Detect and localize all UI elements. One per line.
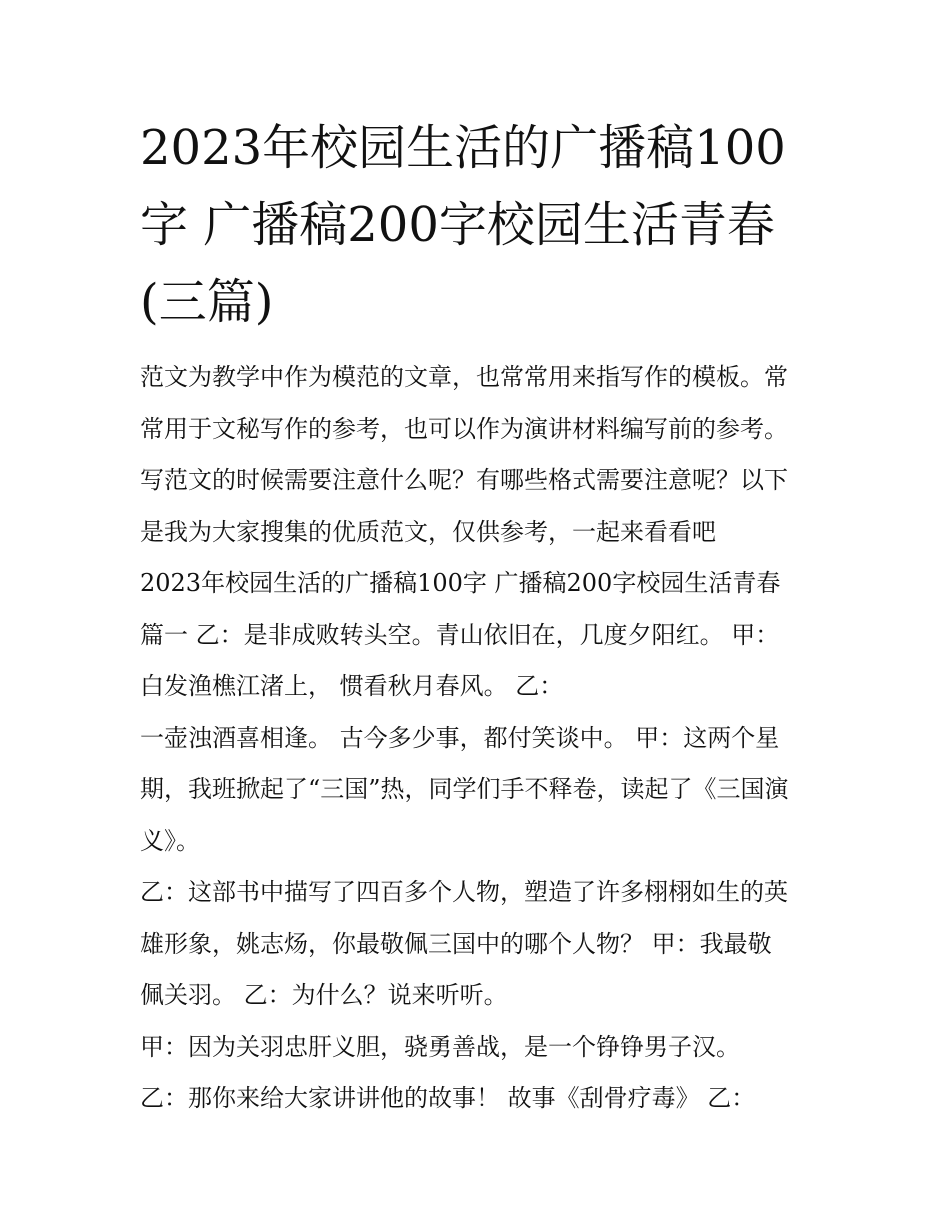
body-line: 篇一 乙：是非成败转头空。青山依旧在，几度夕阳红。 甲： xyxy=(140,620,780,649)
body-line: 期，我班掀起了“三国”热，同学们手不释卷，读起了《三国演 xyxy=(140,775,789,803)
body-line: 一壶浊酒喜相逢。 古今多少事，都付笑谈中。 甲：这两个星 xyxy=(140,723,780,752)
title-line: (三篇) xyxy=(140,274,274,330)
title-line: 2023年校园生活的广播稿100 xyxy=(140,120,786,176)
body-line: 甲：因为关羽忠肝义胆，骁勇善战，是一个铮铮男子汉。 xyxy=(140,1032,740,1061)
body-line: 白发渔樵江渚上， 惯看秋月春风。 乙： xyxy=(140,672,564,700)
body-line: 乙：那你来给大家讲讲他的故事！ 故事《刮骨疗毒》 乙： xyxy=(140,1084,756,1112)
body-line: 佩关羽。 乙：为什么？说来听听。 xyxy=(140,981,508,1009)
body-line: 雄形象，姚志炀，你最敬佩三国中的哪个人物？ 甲：我最敬 xyxy=(140,929,772,958)
title-line: 字 广播稿200字校园生活青春 xyxy=(140,197,775,253)
body-line: 2023年校园生活的广播稿100字 广播稿200字校园生活青春 xyxy=(140,569,781,597)
body-line: 乙：这部书中描写了四百多个人物，塑造了许多栩栩如生的英 xyxy=(140,878,788,906)
body-line: 范文为教学中作为模范的文章，也常常用来指写作的模板。常 xyxy=(140,363,788,391)
body-line: 写范文的时候需要注意什么呢？有哪些格式需要注意呢？以下 xyxy=(140,466,788,494)
body-line: 义》。 xyxy=(140,826,200,855)
body-line: 常用于文秘写作的参考，也可以作为演讲材料编写前的参考。 xyxy=(140,414,788,443)
document-body xyxy=(140,352,830,1125)
document-title xyxy=(140,110,830,341)
body-line: 是我为大家搜集的优质范文，仅供参考，一起来看看吧 xyxy=(140,517,716,546)
